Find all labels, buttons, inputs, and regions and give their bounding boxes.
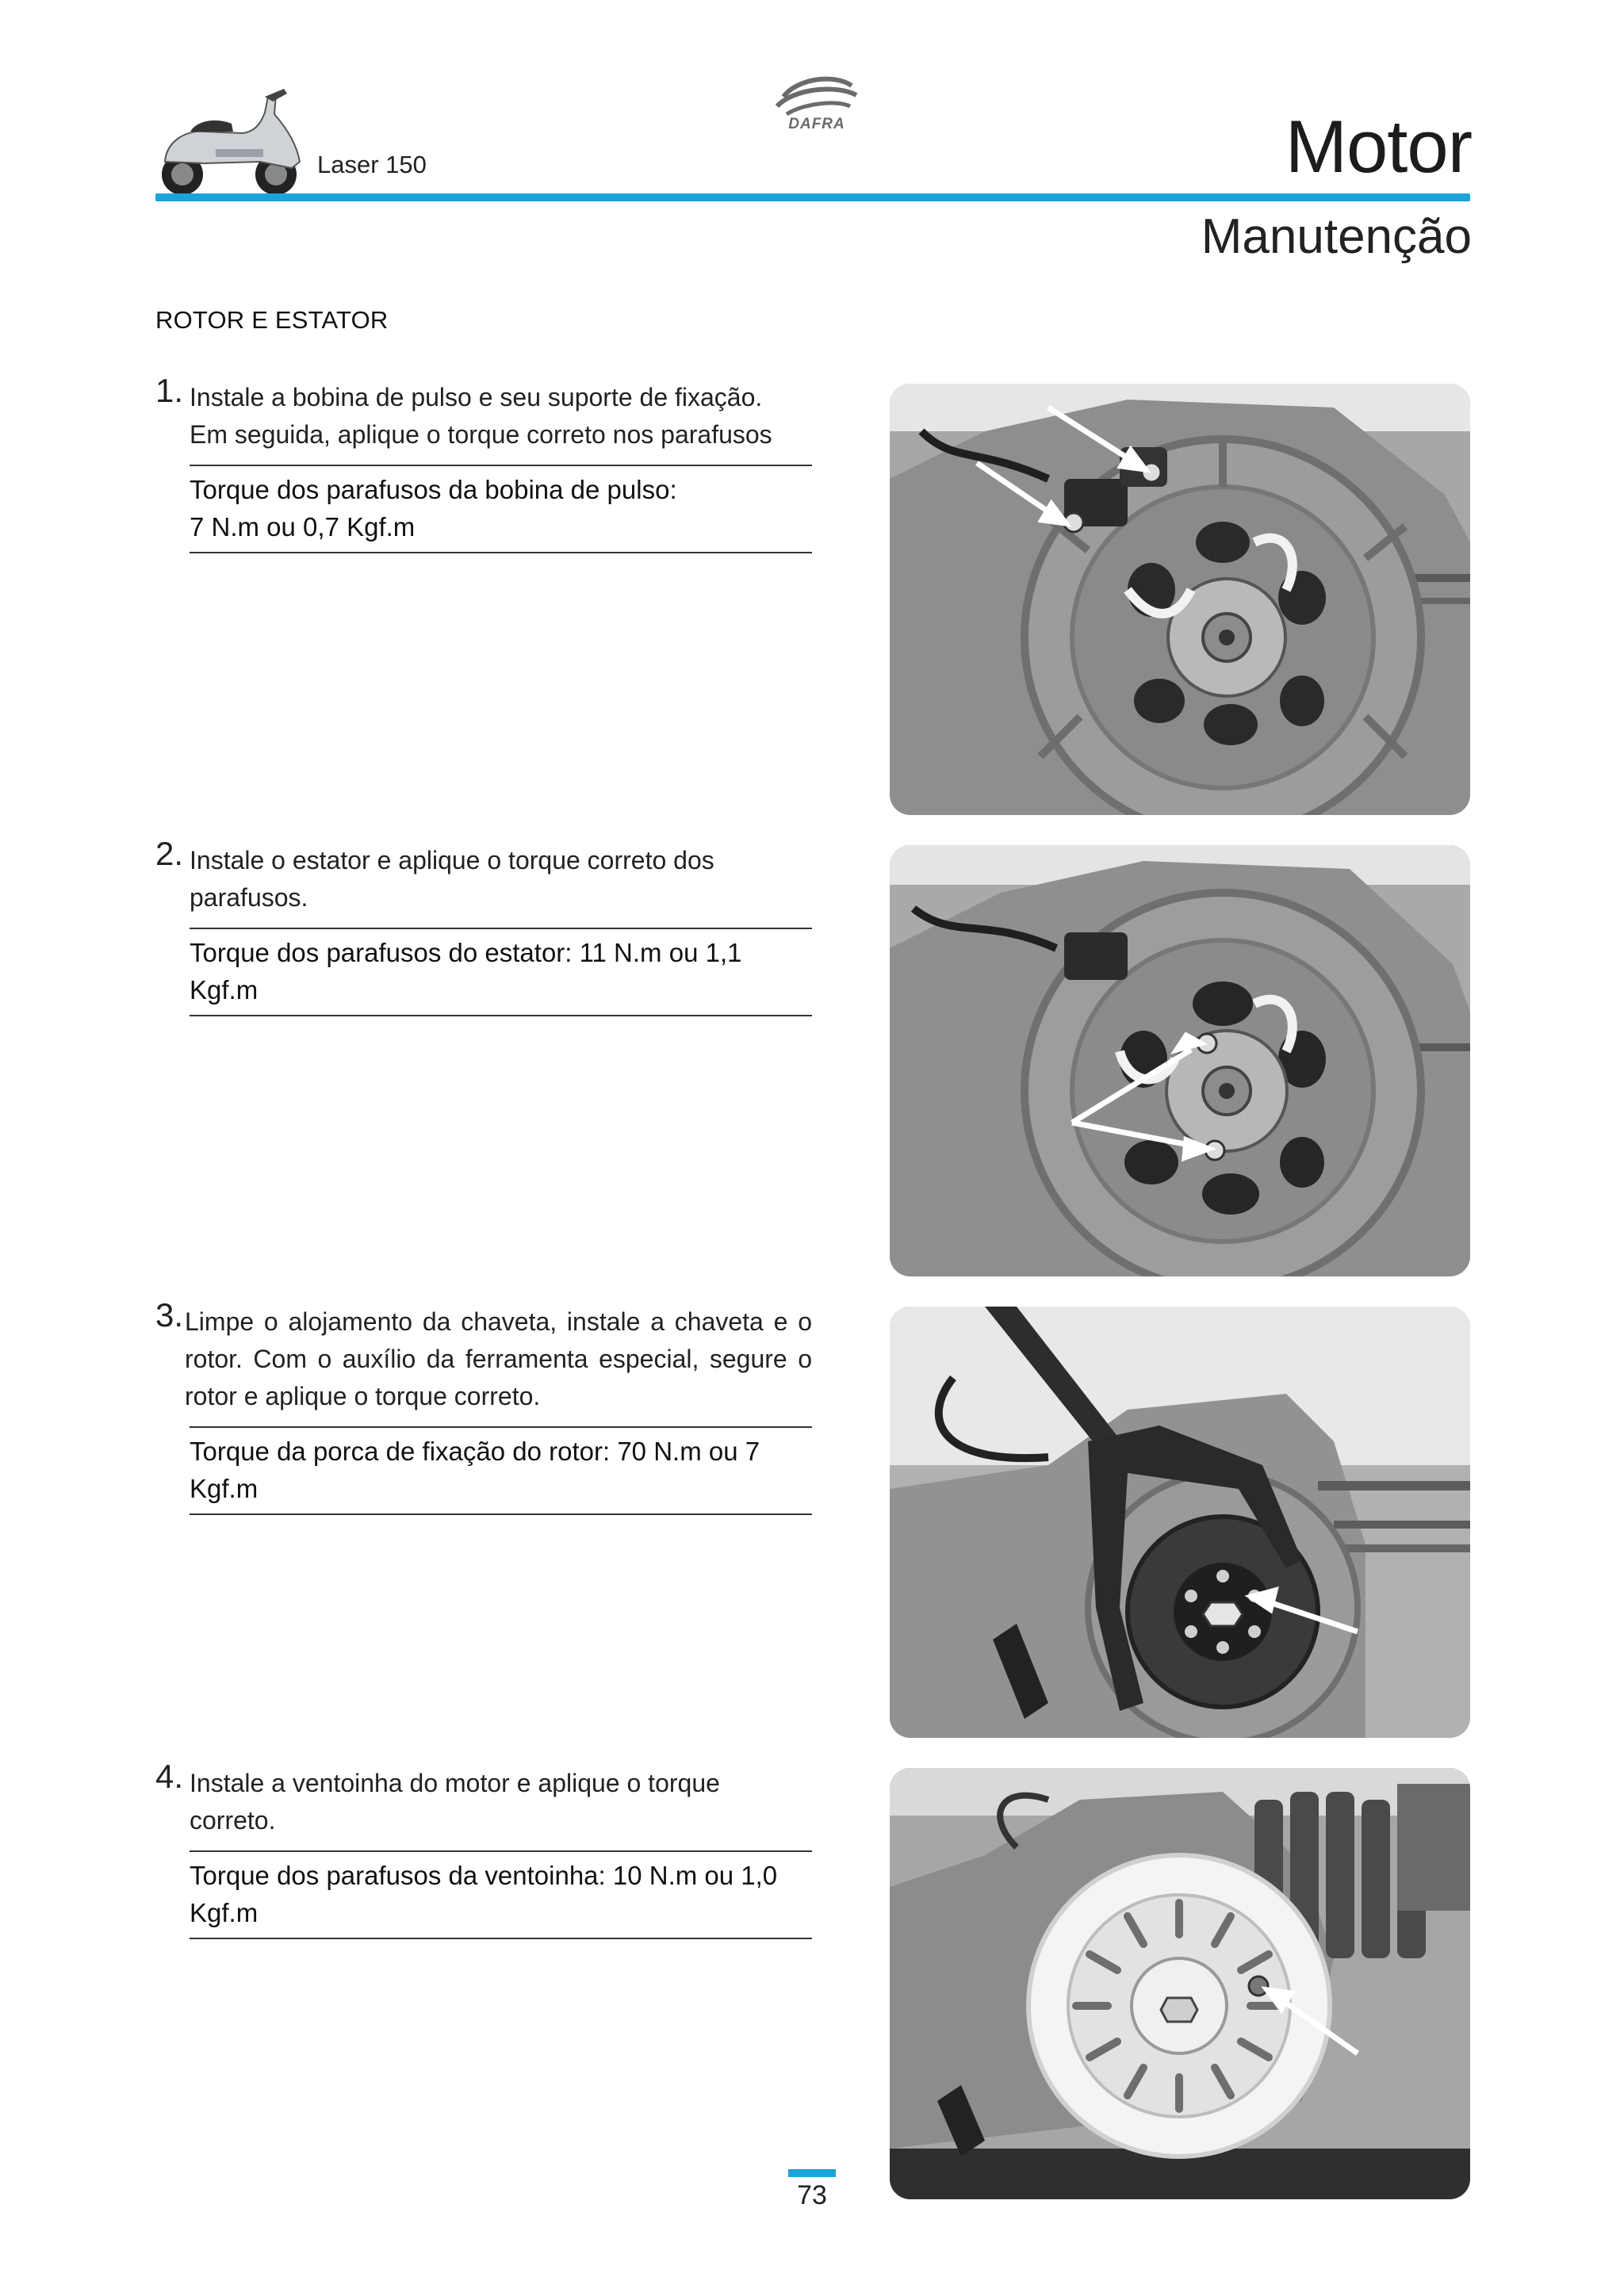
engine-photo bbox=[890, 384, 1470, 815]
step-instruction-line: Instale a bobina de pulso e seu suporte de fixação. bbox=[190, 383, 763, 411]
step-instruction bbox=[190, 379, 812, 453]
step-number: 4. bbox=[155, 1758, 184, 1795]
block-heading: ROTOR E ESTATOR bbox=[155, 306, 389, 334]
photo-stator bbox=[890, 845, 1470, 1276]
photo-pulse-coil bbox=[890, 384, 1470, 815]
section-title: Motor bbox=[1285, 105, 1472, 188]
photo-fan bbox=[890, 1768, 1470, 2199]
step-number: 2. bbox=[155, 835, 184, 872]
scooter-illustration bbox=[149, 86, 308, 197]
engine-photo bbox=[890, 1768, 1470, 2199]
torque-spec-line: Torque dos parafusos da bobina de pulso: bbox=[190, 475, 677, 504]
step-instruction-line: Em seguida, aplique o torque correto nos parafusos bbox=[190, 420, 772, 449]
step-4 bbox=[155, 1758, 812, 1939]
step-1 bbox=[155, 372, 812, 553]
header-divider bbox=[155, 193, 1470, 201]
torque-spec: Torque dos parafusos do estator: 11 N.m ou 1,1 Kgf.m bbox=[190, 928, 812, 1016]
torque-spec: Torque da porca de fixação do rotor: 70 N.m ou 7 Kgf.m bbox=[190, 1426, 812, 1515]
step-number: 1. bbox=[155, 372, 184, 409]
step-3 bbox=[155, 1296, 812, 1515]
step-instruction: Instale o estator e aplique o torque correto dos parafusos. bbox=[190, 846, 714, 912]
torque-spec: Torque dos parafusos da ventoinha: 10 N.m ou 1,0 Kgf.m bbox=[190, 1850, 812, 1939]
step-instruction: Limpe o alojamento da chaveta, instale a chaveta e o rotor. Com o auxílio da ferramenta especial, segure o rotor e aplique o torque correto. bbox=[185, 1307, 812, 1410]
engine-photo bbox=[890, 845, 1470, 1276]
page-number-bar bbox=[788, 2169, 836, 2177]
step-instruction: Instale a ventoinha do motor e aplique o torque correto. bbox=[190, 1769, 720, 1835]
subsection-title: Manutenção bbox=[1201, 209, 1472, 264]
photo-rotor bbox=[890, 1307, 1470, 1738]
step-number: 3. bbox=[155, 1296, 184, 1334]
step-2 bbox=[155, 835, 812, 1016]
page-number: 73 bbox=[797, 2180, 827, 2210]
model-name: Laser 150 bbox=[317, 151, 427, 178]
brand-name: DAFRA bbox=[788, 116, 845, 132]
torque-spec bbox=[190, 465, 812, 553]
torque-spec-line: 7 N.m ou 0,7 Kgf.m bbox=[190, 512, 416, 541]
engine-photo bbox=[890, 1307, 1470, 1738]
